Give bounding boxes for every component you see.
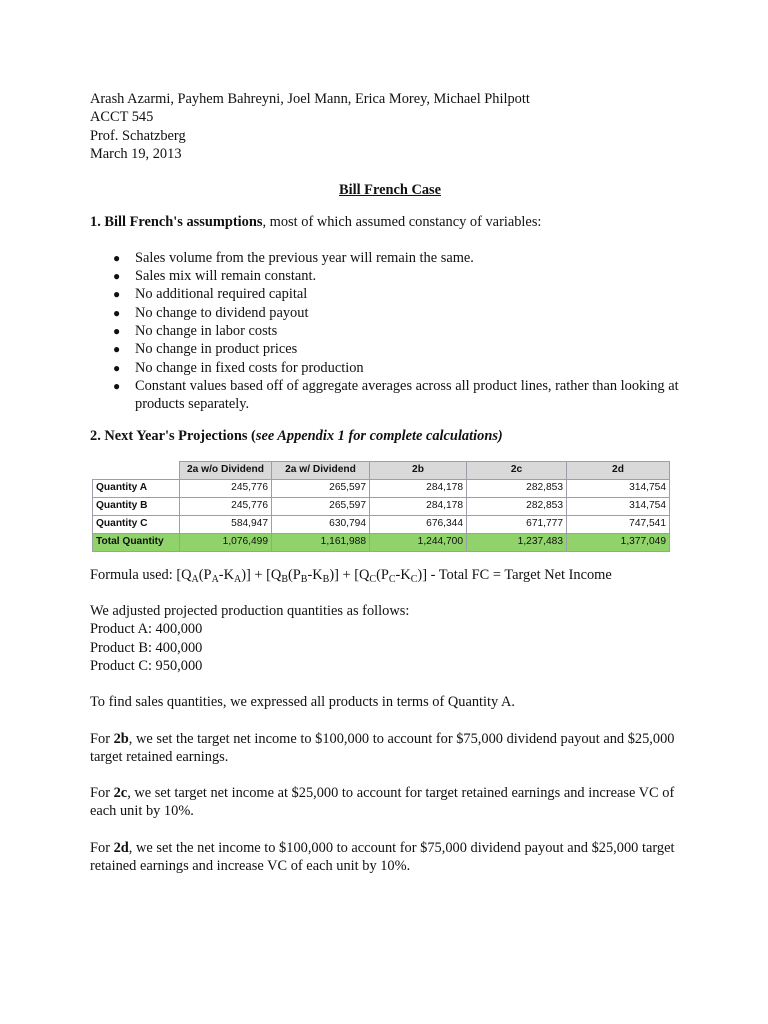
list-item-text: Constant values based off of aggregate averages across all product lines, rather than looking at products separately. xyxy=(135,377,679,413)
formula-subscript: A xyxy=(191,573,199,585)
table-cell: 314,754 xyxy=(567,497,670,515)
column-header: 2b xyxy=(370,461,467,479)
adjusted-intro: We adjusted projected production quantities as follows: xyxy=(90,603,410,620)
bullet-icon: ● xyxy=(113,287,121,302)
adjusted-line: Product B: 400,000 xyxy=(90,639,203,656)
table-cell: 282,853 xyxy=(467,479,567,497)
formula-text: )] - Total FC = Target Net Income xyxy=(417,566,612,583)
list-item-text: No change in labor costs xyxy=(135,322,278,339)
list-item-text: No change to dividend payout xyxy=(135,304,309,321)
row-label: Total Quantity xyxy=(93,533,180,551)
bullet-icon: ● xyxy=(113,378,121,393)
section-2-heading-italic: see Appendix 1 for complete calculations) xyxy=(255,428,503,445)
list-item xyxy=(90,267,690,285)
note-lead: For xyxy=(90,785,114,802)
adjusted-line: Product A: 400,000 xyxy=(90,621,203,638)
formula-text: -K xyxy=(395,566,411,583)
adjusted-line: Product C: 950,000 xyxy=(90,657,203,674)
list-item xyxy=(90,377,690,414)
formula-text: )] + [Q xyxy=(241,566,282,583)
formula-subscript: B xyxy=(322,573,330,585)
table-cell: 1,377,049 xyxy=(567,533,670,551)
table-cell: 1,237,483 xyxy=(467,533,567,551)
course-line: ACCT 545 xyxy=(90,109,154,126)
table-cell: 314,754 xyxy=(567,479,670,497)
bullet-icon: ● xyxy=(113,305,121,320)
bullet-icon: ● xyxy=(113,269,121,284)
column-header: 2a w/o Dividend xyxy=(180,461,272,479)
date-line: March 19, 2013 xyxy=(90,145,182,162)
formula-prefix: Formula used: xyxy=(90,566,177,583)
formula-subscript: C xyxy=(369,573,377,585)
table-cell: 1,161,988 xyxy=(272,533,370,551)
table-header-row xyxy=(93,461,670,479)
table-cell: 282,853 xyxy=(467,497,567,515)
adjusted-quantities xyxy=(90,602,690,675)
list-item-text: No additional required capital xyxy=(135,286,308,303)
table-cell: 1,244,700 xyxy=(370,533,467,551)
assumptions-list xyxy=(90,249,690,414)
note-text: , we set the net income to $100,000 to account for $75,000 dividend payout and $25,000 target retained earnings and increase VC of each unit by 10%. xyxy=(90,839,675,875)
professor-line: Prof. Schatzberg xyxy=(90,127,186,144)
formula-text: [Q xyxy=(176,566,192,583)
section-1-heading-rest: , most of which assumed constancy of variables: xyxy=(262,214,542,231)
table-cell: 284,178 xyxy=(370,497,467,515)
note-text: , we set target net income at $25,000 to account for target retained earnings and increase VC of each unit by 10%. xyxy=(90,785,675,820)
note-lead: For xyxy=(90,730,114,747)
table-cell: 265,597 xyxy=(272,479,370,497)
table-cell: 747,541 xyxy=(567,515,670,533)
formula-subscript: B xyxy=(281,573,288,585)
formula-text: (P xyxy=(198,566,212,583)
table-cell: 676,344 xyxy=(370,515,467,533)
section-1-heading xyxy=(90,213,690,231)
formula-subscript: C xyxy=(388,573,396,585)
formula-subscript: B xyxy=(300,573,308,585)
total-row xyxy=(93,533,670,551)
note-label: 2b xyxy=(113,730,129,747)
section-2-heading-bold: 2. Next Year's Projections ( xyxy=(90,428,256,445)
formula-text: -K xyxy=(218,566,234,583)
table-row xyxy=(93,497,670,515)
list-item-text: No change in product prices xyxy=(135,341,298,358)
projections-table xyxy=(92,461,670,552)
list-item xyxy=(90,285,690,303)
table-cell: 671,777 xyxy=(467,515,567,533)
note-label: 2c xyxy=(113,785,128,802)
list-item xyxy=(90,322,690,340)
section-2-heading xyxy=(90,427,690,445)
list-item xyxy=(90,304,690,322)
row-label: Quantity A xyxy=(93,479,180,497)
formula-subscript: A xyxy=(233,573,242,585)
sales-note: To find sales quantities, we expressed all products in terms of Quantity A. xyxy=(90,694,516,711)
formula-line xyxy=(90,566,690,584)
note-2c xyxy=(90,784,690,821)
formula-text: -K xyxy=(307,566,323,583)
table-row xyxy=(93,479,670,497)
table-cell: 284,178 xyxy=(370,479,467,497)
document-title: Bill French Case xyxy=(338,182,442,199)
table-corner-cell xyxy=(93,461,180,479)
authors-line: Arash Azarmi, Payhem Bahreyni, Joel Mann, Erica Morey, Michael Philpott xyxy=(90,91,530,107)
table-cell: 584,947 xyxy=(180,515,272,533)
table-cell: 630,794 xyxy=(272,515,370,533)
formula-subscript: C xyxy=(410,573,418,585)
row-label: Quantity C xyxy=(93,515,180,533)
list-item-text: No change in fixed costs for production xyxy=(135,359,364,376)
column-header: 2d xyxy=(567,461,670,479)
note-label: 2d xyxy=(113,839,129,856)
list-item-text: Sales volume from the previous year will remain the same. xyxy=(135,249,474,266)
table-cell: 245,776 xyxy=(180,479,272,497)
list-item xyxy=(90,340,690,358)
bullet-icon: ● xyxy=(113,250,121,265)
formula-text: )] + [Q xyxy=(329,566,370,583)
formula-subscript: A xyxy=(211,573,219,585)
column-header: 2c xyxy=(467,461,567,479)
row-label: Quantity B xyxy=(93,497,180,515)
note-2d xyxy=(90,839,690,876)
list-item-text: Sales mix will remain constant. xyxy=(135,268,317,285)
formula-text: (P xyxy=(287,566,301,583)
column-header: 2a w/ Dividend xyxy=(272,461,370,479)
list-item xyxy=(90,359,690,377)
table-cell: 265,597 xyxy=(272,497,370,515)
table-row xyxy=(93,515,670,533)
bullet-icon: ● xyxy=(113,360,121,375)
note-text: , we set the target net income to $100,000 to account for $75,000 dividend payout and $25,000 target retained earnings. xyxy=(90,730,675,765)
list-item xyxy=(90,249,690,267)
bullet-icon: ● xyxy=(113,342,121,357)
note-lead: For xyxy=(90,839,114,856)
table-cell: 245,776 xyxy=(180,497,272,515)
note-2b xyxy=(90,730,690,767)
bullet-icon: ● xyxy=(113,323,121,338)
table-cell: 1,076,499 xyxy=(180,533,272,551)
section-1-heading-bold: 1. Bill French's assumptions xyxy=(90,214,263,231)
document-page xyxy=(90,90,690,875)
formula-text: (P xyxy=(376,566,389,583)
